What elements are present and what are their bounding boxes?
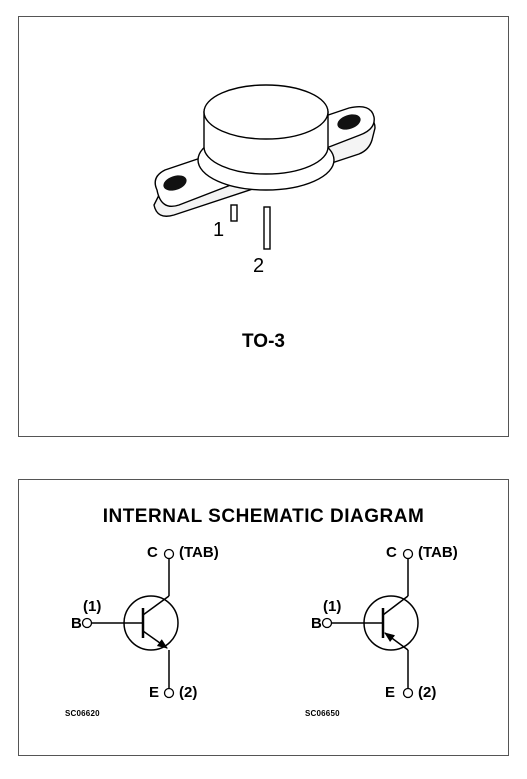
base-label-left: B: [71, 615, 82, 632]
package-name: TO-3: [242, 331, 285, 352]
pin-1-label: 1: [213, 219, 225, 241]
emitter-label-left: E: [149, 684, 160, 701]
package-panel: [18, 16, 509, 437]
emitter-arrow-right: [385, 633, 408, 650]
collector-terminal-left: [165, 550, 174, 559]
base-label-right: B: [311, 615, 322, 632]
emitter-terminal-right: [404, 689, 413, 698]
emitter-pin-label-left: (2): [179, 684, 198, 701]
collector-pin-label-left: (TAB): [179, 544, 219, 561]
can-top: [204, 85, 328, 139]
collector-branch-right: [383, 596, 408, 615]
base-pin-label-right: (1): [323, 598, 342, 615]
pin-1-lead: [231, 205, 237, 221]
drawing-code-right: SC06650: [305, 709, 340, 718]
pin-2-label: 2: [253, 255, 265, 277]
transistor-left: [83, 550, 179, 698]
base-terminal-right: [323, 619, 332, 628]
base-terminal-left: [83, 619, 92, 628]
transistor-right: [323, 550, 419, 698]
to3-package-drawing: [19, 17, 510, 438]
collector-branch-left: [143, 596, 169, 615]
collector-label-left: C: [147, 544, 158, 561]
base-pin-label-left: (1): [83, 598, 102, 615]
collector-terminal-right: [404, 550, 413, 559]
pin-2-lead: [264, 207, 270, 249]
emitter-arrow-left: [143, 631, 167, 648]
drawing-code-left: SC06620: [65, 709, 100, 718]
collector-label-right: C: [386, 544, 397, 561]
schematic-title: INTERNAL SCHEMATIC DIAGRAM: [102, 506, 425, 527]
emitter-terminal-left: [165, 689, 174, 698]
emitter-pin-label-right: (2): [418, 684, 437, 701]
collector-pin-label-right: (TAB): [418, 544, 458, 561]
schematic-panel: [18, 479, 509, 756]
emitter-label-right: E: [385, 684, 396, 701]
